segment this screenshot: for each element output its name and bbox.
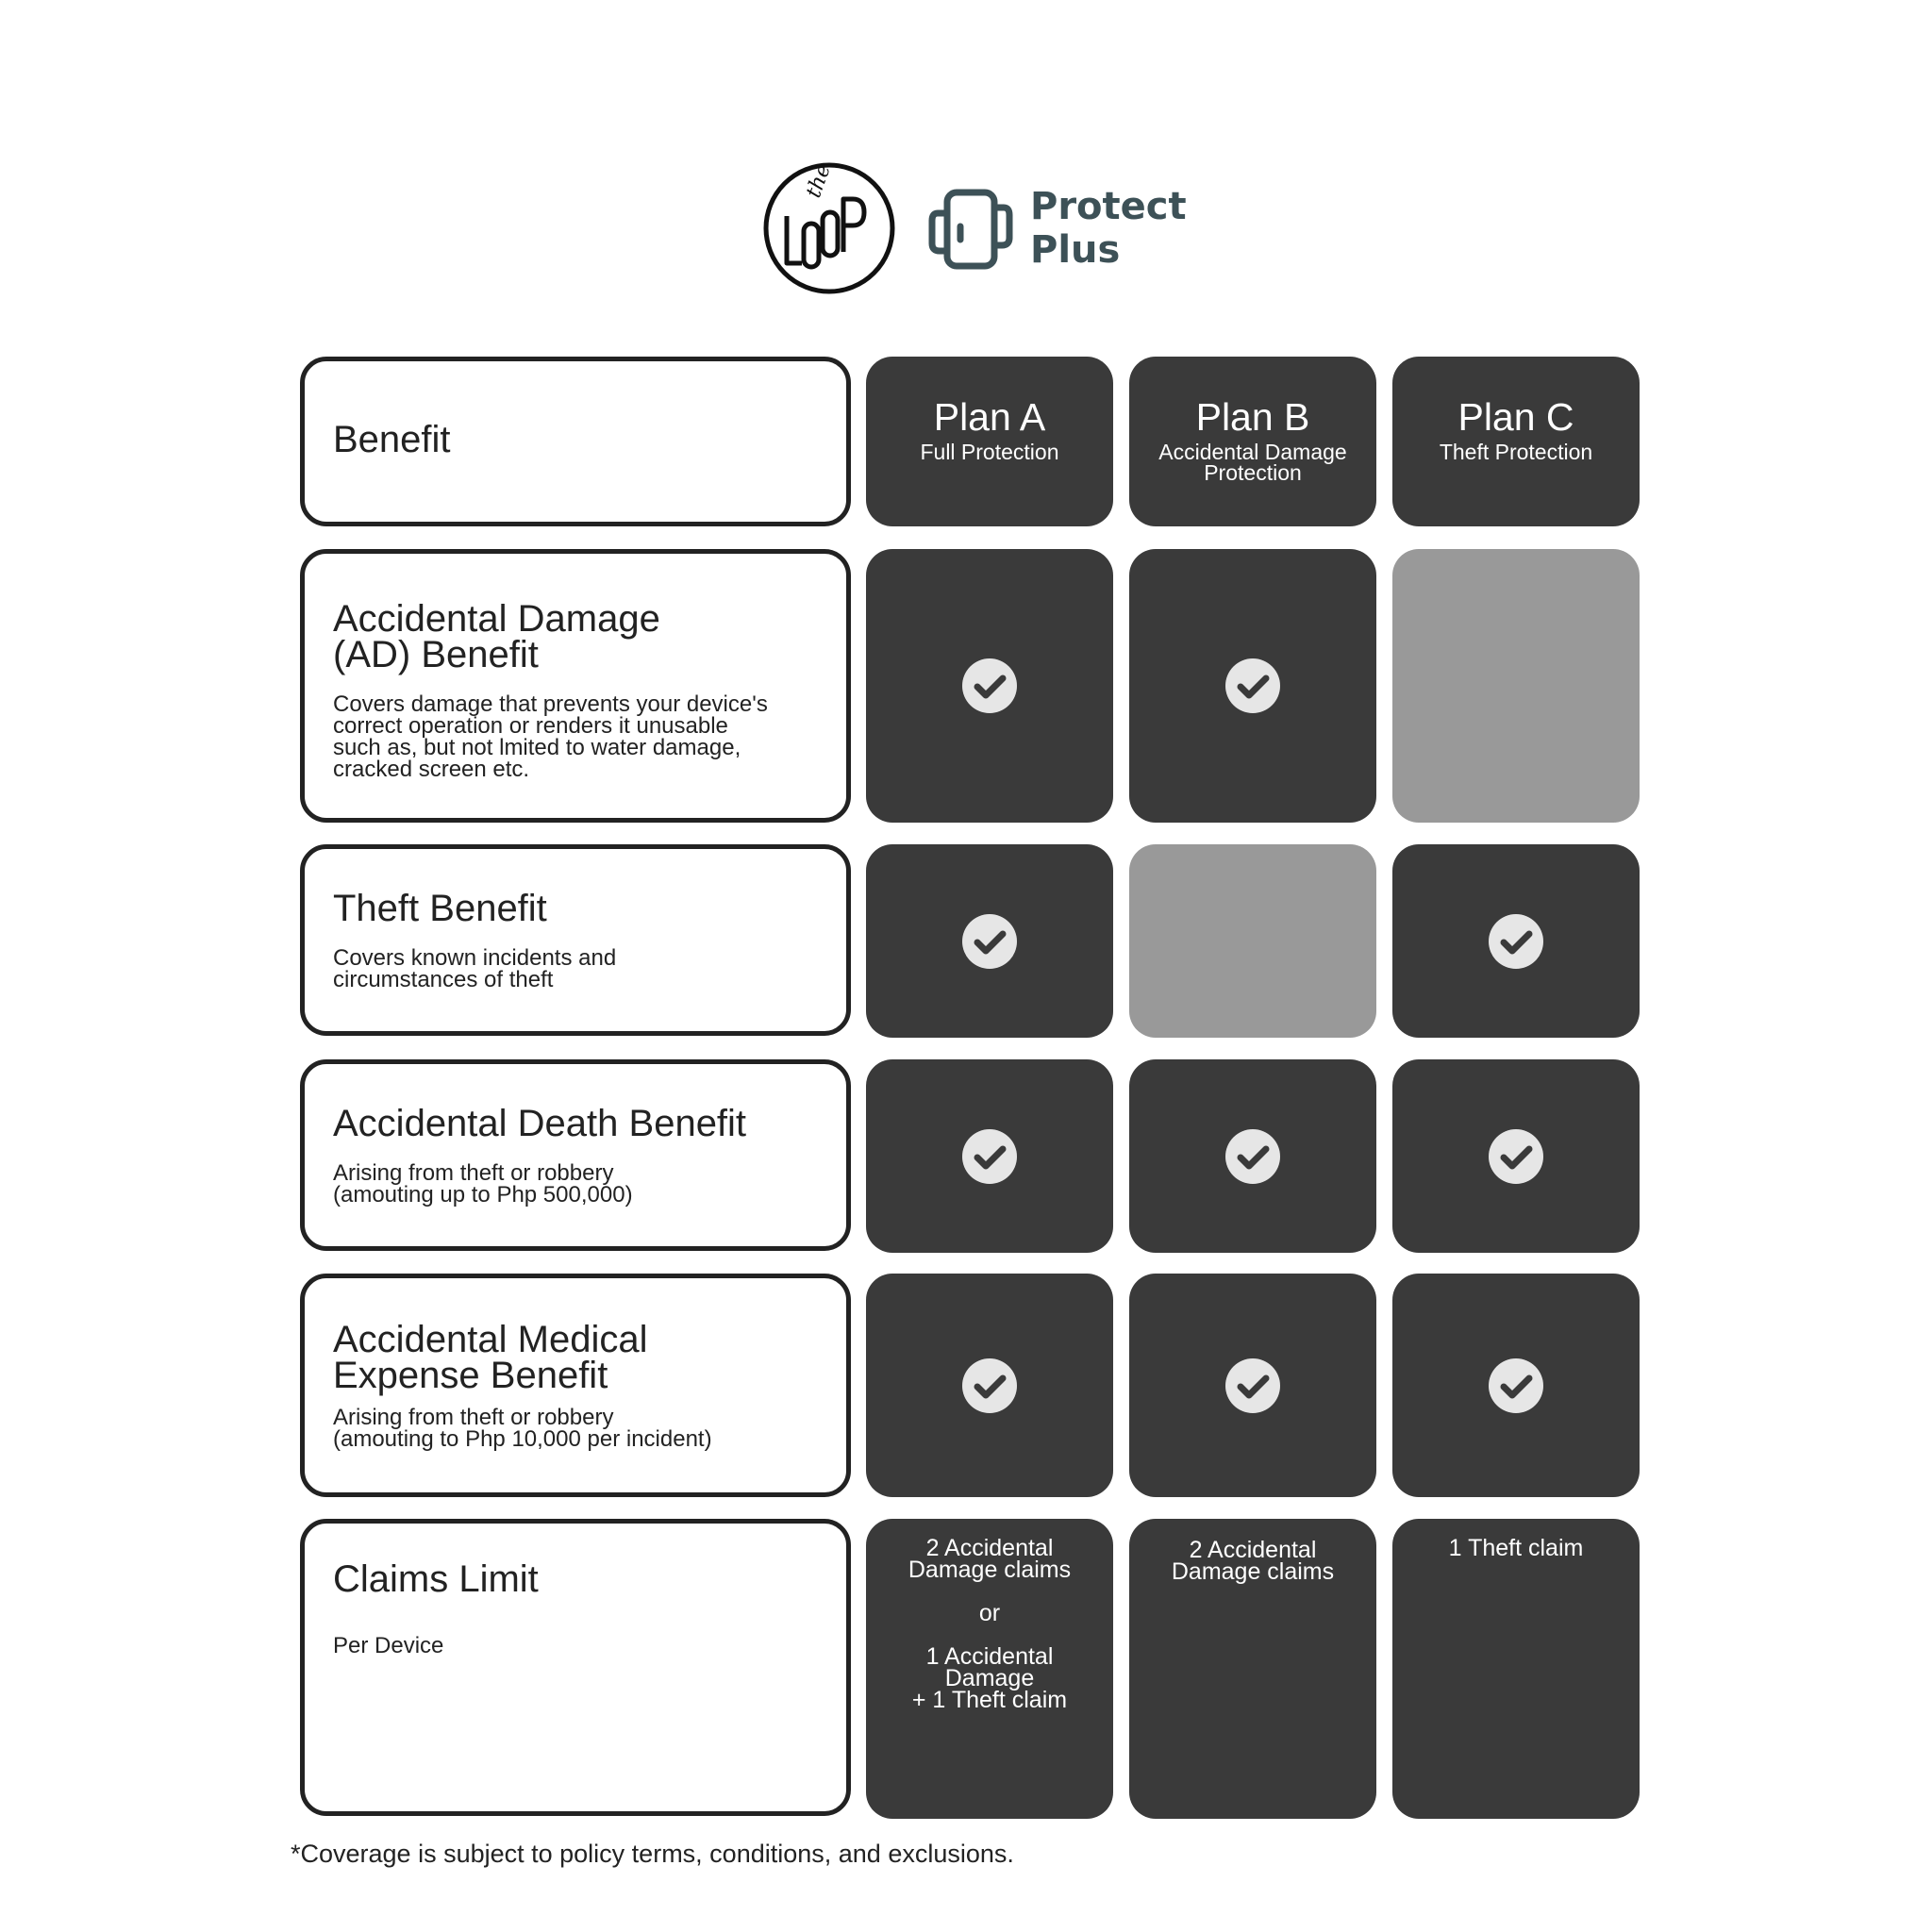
protect-plus-line2: Plus (1030, 228, 1121, 272)
row-title: Accidental Damage (AD) Benefit (333, 598, 660, 675)
check-circle-icon (962, 1358, 1017, 1413)
check-circle-icon (1225, 1358, 1280, 1413)
row-accidental-death-label (300, 1059, 851, 1251)
row-title: Accidental Medical Expense Benefit (333, 1319, 648, 1396)
row-accidental-damage-plan-c (1392, 549, 1640, 823)
row-medical-expense-plan-b (1129, 1274, 1376, 1497)
row-medical-expense-plan-a (866, 1274, 1113, 1497)
row-theft-plan-b (1129, 844, 1376, 1038)
row-accidental-damage-label (300, 549, 851, 823)
claims-plan-c-text: 1 Theft claim (1448, 1535, 1584, 1561)
protect-plus-device-icon (928, 187, 1013, 272)
check-circle-icon (1225, 658, 1280, 713)
plan-b-name: Plan B (1195, 395, 1310, 439)
svg-text:the: the (802, 161, 836, 202)
header-benefit-label: Benefit (333, 419, 451, 460)
row-description: Arising from theft or robbery (amouting to Php 10,000 per incident) (333, 1405, 712, 1452)
row-description: Covers known incidents and circumstances of theft (333, 945, 617, 992)
protect-plus-wordmark (1030, 185, 1187, 272)
check-circle-icon (962, 914, 1017, 969)
claims-description: Per Device (333, 1633, 444, 1658)
row-description: Covers damage that prevents your device's correct operation or renders it unusable such as, but not lmited to water damage, cracked screen etc. (333, 691, 768, 782)
row-theft-label (300, 844, 851, 1036)
claims-plan-a-or: or (978, 1600, 1001, 1626)
plan-a-name: Plan A (933, 395, 1046, 439)
claims-plan-c (1392, 1519, 1640, 1819)
row-description: Arising from theft or robbery (amouting up to Php 500,000) (333, 1160, 633, 1208)
row-title: Theft Benefit (333, 888, 547, 929)
row-theft-plan-a (866, 844, 1113, 1038)
check-circle-icon (1489, 1358, 1543, 1413)
row-accidental-death-plan-b (1129, 1059, 1376, 1253)
row-theft-plan-c (1392, 844, 1640, 1038)
row-medical-expense-plan-c (1392, 1274, 1640, 1497)
header-benefit-cell (300, 357, 851, 526)
row-accidental-death-plan-c (1392, 1059, 1640, 1253)
header-plan-c (1392, 357, 1640, 526)
claims-title: Claims Limit (333, 1558, 539, 1600)
plan-c-name: Plan C (1457, 395, 1574, 439)
row-accidental-damage-plan-a (866, 549, 1113, 823)
check-circle-icon (1225, 1129, 1280, 1184)
row-accidental-damage-plan-b (1129, 549, 1376, 823)
plan-b-subtitle: Accidental Damage Protection (1158, 440, 1347, 485)
the-loop-logo (762, 161, 896, 295)
claims-plan-b-text: 2 Accidental Damage claims (1171, 1537, 1335, 1585)
coverage-footnote: *Coverage is subject to policy terms, conditions, and exclusions. (291, 1840, 1014, 1868)
row-title: Accidental Death Benefit (333, 1103, 747, 1144)
row-medical-expense-label (300, 1274, 851, 1497)
claims-plan-a (866, 1519, 1113, 1819)
protect-plus-line1: Protect (1030, 185, 1187, 228)
row-claims-limit-label (300, 1519, 851, 1816)
claims-plan-b (1129, 1519, 1376, 1819)
row-accidental-death-plan-a (866, 1059, 1113, 1253)
check-circle-icon (1489, 1129, 1543, 1184)
plan-c-subtitle: Theft Protection (1439, 440, 1593, 464)
check-circle-icon (962, 1129, 1017, 1184)
plan-a-subtitle: Full Protection (920, 440, 1059, 464)
claims-plan-a-option2: 1 Accidental Damage + 1 Theft claim (911, 1643, 1068, 1713)
check-circle-icon (962, 658, 1017, 713)
check-circle-icon (1489, 914, 1543, 969)
claims-plan-a-option1: 2 Accidental Damage claims (908, 1535, 1072, 1583)
header-plan-a (866, 357, 1113, 526)
header-plan-b (1129, 357, 1376, 526)
